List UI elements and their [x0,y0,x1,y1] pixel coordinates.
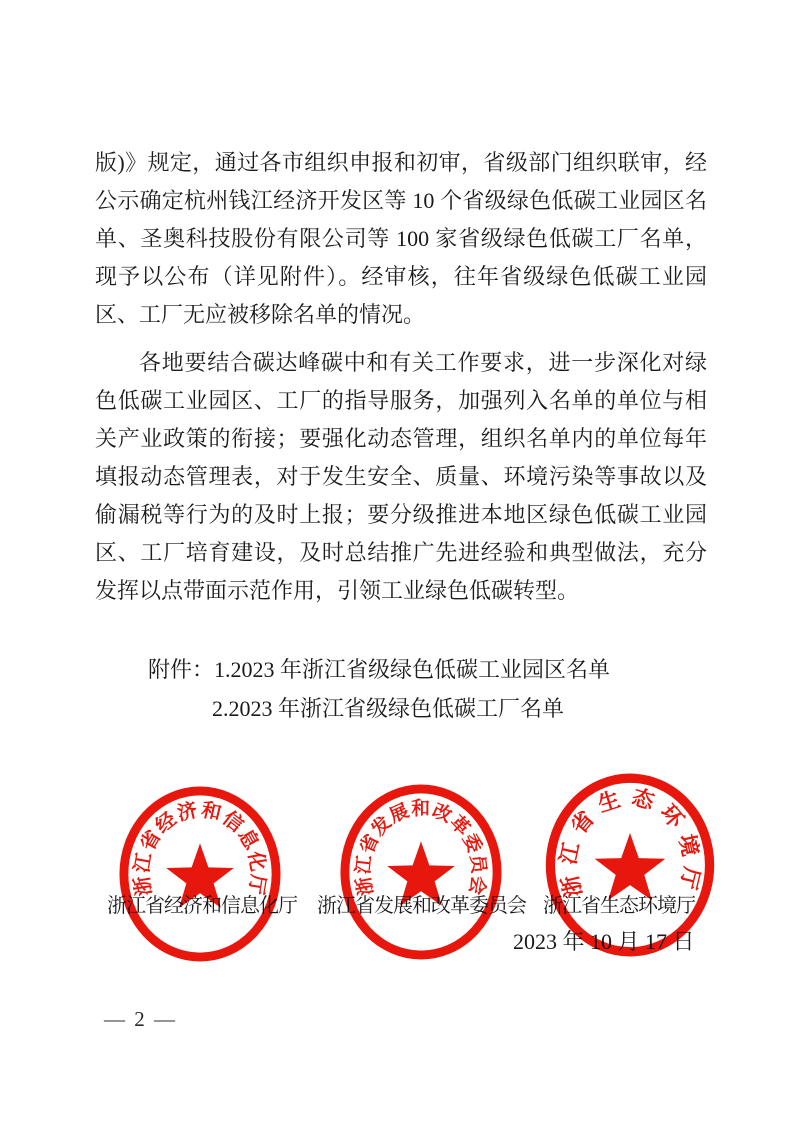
attachment-item: 2.2023 年浙江省级绿色低碳工厂名单 [212,696,565,721]
official-seal-development-reform [337,783,505,961]
paragraph-continuation: 版)》规定，通过各市组织申报和初审，省级部门组织联审，经公示确定杭州钱江经济开发区等 10 个省级绿色低碳工业园区名单、圣奥科技股份有限公司等 100 家省级绿色低碳工厂名单，现予以公布（详见附件）。经审核，往年省级绿色低碳工业园区、工厂无应被移除名单的情况。 [95,150,707,327]
seal-arc-text: 浙江省经济和信息化厅 [130,798,270,898]
page-number: — 2 — [104,1007,177,1031]
attachment-line [212,689,707,728]
paragraph: 各地要结合碳达峰碳中和有关工作要求，进一步深化对绿色低碳工业园区、工厂的指导服务，加强列入名单的单位与相关产业政策的衔接；要强化动态管理，组织名单内的单位每年填报动态管理表，对于发生安全、质量、环境污染等事故以及偷漏税等行为的及时上报；要分级推进本地区绿色低碳工业园区、工厂培育建设，及时总结推广先进经验和典型做法，充分发挥以点带面示范作用，引领工业绿色低碳转型。 [95,350,707,603]
seal-arc-text: 浙江省生态环境厅 [555,783,705,900]
seal-arc-text: 浙江省发展和改革委员会 [352,797,490,898]
signer-org-economy-information: 浙江省经济和信息化厅 [107,895,297,917]
official-seal-ecology-environment [542,772,718,958]
document-date: 2023 年 10 月 17 日 [513,929,695,954]
attachment-label: 附件： [148,657,215,682]
star-icon [387,841,455,905]
official-seal-economy-information [116,785,284,963]
attachment-line [148,650,707,689]
signer-org-ecology-environment: 浙江省生态环境厅 [543,895,695,917]
attachment-list [95,650,707,728]
star-icon [595,833,666,900]
attachment-item: 1.2023 年浙江省级绿色低碳工业园区名单 [214,657,611,682]
star-icon [166,843,234,907]
signer-org-development-reform: 浙江省发展和改革委员会 [317,895,526,917]
document-body [95,144,707,610]
